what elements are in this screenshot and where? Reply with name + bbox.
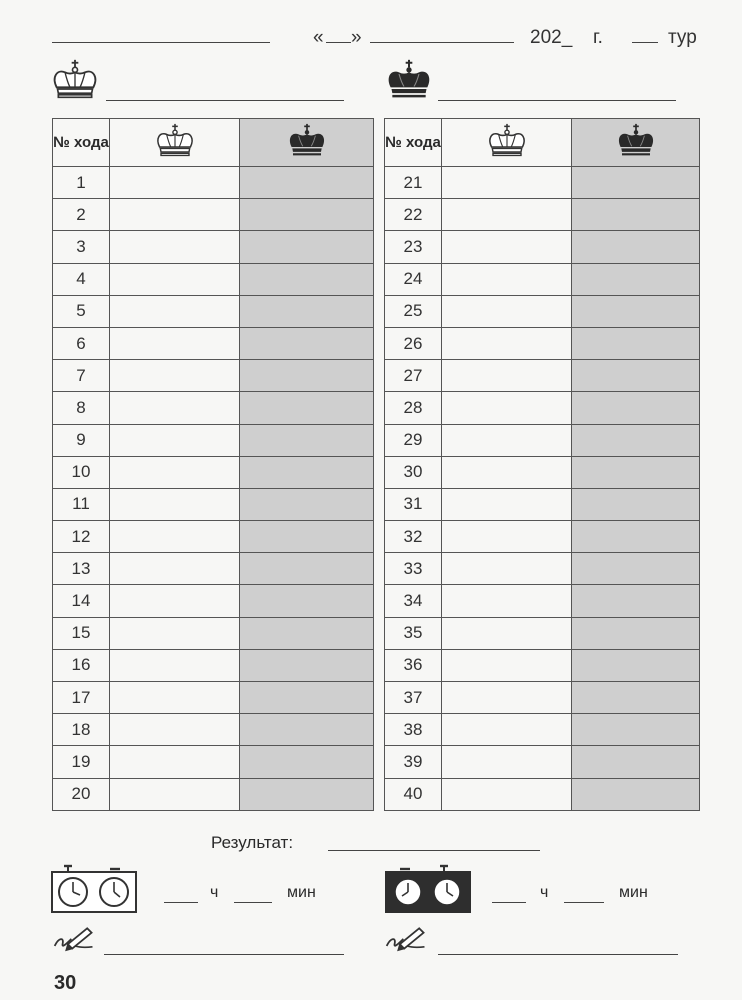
move-row [385,778,700,810]
white-move-cell[interactable] [442,649,572,681]
move-row [53,456,374,488]
move-row [385,167,700,199]
black-king-icon [286,123,328,157]
move-row [53,424,374,456]
black-move-cell[interactable] [572,585,700,617]
move-number: 17 [53,682,110,714]
black-minutes-line[interactable] [564,902,604,903]
move-number: 9 [53,424,110,456]
move-number: 27 [385,360,442,392]
black-move-cell[interactable] [572,456,700,488]
move-number: 32 [385,521,442,553]
move-row [53,488,374,520]
move-number: 38 [385,714,442,746]
black-signature-icon [384,924,428,957]
white-move-cell[interactable] [110,167,240,199]
move-number: 25 [385,295,442,327]
white-move-cell[interactable] [110,778,240,810]
move-number-header: № хода [53,119,110,167]
black-move-cell[interactable] [572,167,700,199]
white-move-cell[interactable] [110,488,240,520]
black-move-cell[interactable] [240,360,374,392]
white-move-cell[interactable] [442,199,572,231]
page-number: 30 [54,972,77,994]
move-number: 24 [385,263,442,295]
move-row [53,617,374,649]
white-move-cell[interactable] [442,778,572,810]
black-move-cell[interactable] [572,360,700,392]
white-move-cell[interactable] [110,295,240,327]
white-move-cell[interactable] [110,649,240,681]
move-number: 2 [53,199,110,231]
move-number: 14 [53,585,110,617]
move-row [53,585,374,617]
move-number: 26 [385,327,442,359]
black-player-name-line[interactable] [438,100,676,101]
move-row [53,521,374,553]
move-row [53,553,374,585]
black-king-icon [615,123,657,157]
white-hours-label: ч [210,884,219,901]
move-number: 12 [53,521,110,553]
move-number: 7 [53,360,110,392]
white-move-cell[interactable] [442,456,572,488]
move-number: 21 [385,167,442,199]
black-move-cell[interactable] [572,327,700,359]
move-row [385,488,700,520]
black-moves-header [240,119,374,167]
black-move-cell[interactable] [572,521,700,553]
move-row [385,360,700,392]
black-move-cell[interactable] [240,746,374,778]
black-move-cell[interactable] [572,295,700,327]
black-move-cell[interactable] [240,295,374,327]
move-row [385,585,700,617]
move-row [385,649,700,681]
white-signature-line[interactable] [104,954,344,955]
move-number: 37 [385,682,442,714]
move-number: 34 [385,585,442,617]
black-hours-label: ч [540,884,549,901]
move-number: 8 [53,392,110,424]
black-move-cell[interactable] [572,649,700,681]
black-hours-line[interactable] [492,902,526,903]
move-row [53,327,374,359]
white-move-cell[interactable] [110,521,240,553]
move-number: 11 [53,488,110,520]
round-label: тур [668,27,697,48]
move-number: 10 [53,456,110,488]
black-move-cell[interactable] [240,682,374,714]
white-move-cell[interactable] [110,263,240,295]
move-row [385,456,700,488]
black-moves-header [572,119,700,167]
move-number: 18 [53,714,110,746]
white-move-cell[interactable] [110,360,240,392]
move-row [385,746,700,778]
black-move-cell[interactable] [240,327,374,359]
white-move-cell[interactable] [442,617,572,649]
white-move-cell[interactable] [442,295,572,327]
white-minutes-label: мин [287,884,316,901]
score-table-right [384,118,700,811]
white-move-cell[interactable] [442,521,572,553]
move-row [53,682,374,714]
move-row [385,295,700,327]
black-minutes-label: мин [619,884,648,901]
black-move-cell[interactable] [240,553,374,585]
score-table-left [52,118,374,811]
black-clock-icon [384,862,472,919]
white-move-cell[interactable] [110,456,240,488]
move-row [53,231,374,263]
black-move-cell[interactable] [572,778,700,810]
move-row [53,167,374,199]
move-row [385,263,700,295]
white-move-cell[interactable] [110,714,240,746]
black-king-icon [384,58,434,100]
white-move-cell[interactable] [442,488,572,520]
move-number: 40 [385,778,442,810]
move-row [385,521,700,553]
move-row [53,295,374,327]
white-signature-icon [52,924,96,957]
move-row [385,392,700,424]
round-number-line[interactable] [632,42,658,43]
black-move-cell[interactable] [572,392,700,424]
white-move-cell[interactable] [110,199,240,231]
move-number: 6 [53,327,110,359]
event-name-line[interactable] [52,42,270,43]
black-move-cell[interactable] [240,617,374,649]
white-move-cell[interactable] [110,682,240,714]
white-move-cell[interactable] [110,617,240,649]
black-move-cell[interactable] [572,424,700,456]
move-row [385,327,700,359]
move-row [53,649,374,681]
white-moves-header [110,119,240,167]
date-quote-close: » [351,27,362,48]
date-quote-open: « [313,27,324,48]
black-signature-line[interactable] [438,954,678,955]
move-row [53,746,374,778]
month-line[interactable] [370,42,514,43]
move-number: 13 [53,553,110,585]
move-number: 3 [53,231,110,263]
white-move-cell[interactable] [442,392,572,424]
move-number: 39 [385,746,442,778]
move-row [53,199,374,231]
black-move-cell[interactable] [240,167,374,199]
move-row [385,682,700,714]
black-move-cell[interactable] [572,682,700,714]
black-move-cell[interactable] [240,231,374,263]
move-number: 5 [53,295,110,327]
black-move-cell[interactable] [240,199,374,231]
white-clock-icon [50,862,138,919]
move-number: 1 [53,167,110,199]
result-line[interactable] [328,850,540,851]
white-move-cell[interactable] [442,682,572,714]
move-number: 33 [385,553,442,585]
move-number: 29 [385,424,442,456]
white-move-cell[interactable] [442,424,572,456]
move-number: 28 [385,392,442,424]
move-number: 35 [385,617,442,649]
move-row [385,424,700,456]
move-row [385,199,700,231]
white-move-cell[interactable] [110,231,240,263]
white-move-cell[interactable] [442,231,572,263]
move-number-header: № хода [385,119,442,167]
move-row [385,617,700,649]
move-row [385,553,700,585]
black-move-cell[interactable] [240,649,374,681]
black-move-cell[interactable] [240,778,374,810]
move-number: 16 [53,649,110,681]
white-king-icon [154,123,196,157]
move-row [385,231,700,263]
white-minutes-line[interactable] [234,902,272,903]
black-move-cell[interactable] [240,585,374,617]
white-move-cell[interactable] [110,585,240,617]
black-move-cell[interactable] [240,263,374,295]
white-move-cell[interactable] [110,553,240,585]
move-row [53,263,374,295]
white-move-cell[interactable] [442,746,572,778]
black-move-cell[interactable] [240,714,374,746]
move-number: 15 [53,617,110,649]
black-move-cell[interactable] [572,553,700,585]
white-move-cell[interactable] [110,424,240,456]
white-move-cell[interactable] [110,392,240,424]
white-moves-header [442,119,572,167]
white-move-cell[interactable] [442,585,572,617]
year-text: 202_ [530,27,573,48]
white-player-name-line[interactable] [106,100,344,101]
move-row [53,392,374,424]
black-move-cell[interactable] [240,392,374,424]
white-move-cell[interactable] [442,263,572,295]
black-move-cell[interactable] [572,714,700,746]
white-move-cell[interactable] [442,327,572,359]
move-row [53,714,374,746]
black-move-cell[interactable] [240,521,374,553]
white-move-cell[interactable] [110,327,240,359]
move-number: 30 [385,456,442,488]
result-label: Результат: [211,833,294,852]
move-number: 22 [385,199,442,231]
black-move-cell[interactable] [240,456,374,488]
black-move-cell[interactable] [572,263,700,295]
move-number: 23 [385,231,442,263]
white-move-cell[interactable] [110,746,240,778]
white-move-cell[interactable] [442,553,572,585]
black-move-cell[interactable] [240,488,374,520]
white-hours-line[interactable] [164,902,198,903]
white-move-cell[interactable] [442,167,572,199]
move-number: 20 [53,778,110,810]
black-move-cell[interactable] [572,231,700,263]
year-abbr: г. [593,27,603,48]
move-number: 19 [53,746,110,778]
white-king-icon [486,123,528,157]
move-number: 36 [385,649,442,681]
move-row [53,360,374,392]
black-move-cell[interactable] [572,617,700,649]
white-move-cell[interactable] [442,714,572,746]
move-number: 4 [53,263,110,295]
white-move-cell[interactable] [442,360,572,392]
black-move-cell[interactable] [572,488,700,520]
move-row [385,714,700,746]
move-row [53,778,374,810]
black-move-cell[interactable] [572,199,700,231]
black-move-cell[interactable] [572,746,700,778]
white-king-icon [50,58,100,100]
move-number: 31 [385,488,442,520]
black-move-cell[interactable] [240,424,374,456]
day-line[interactable] [326,42,351,43]
